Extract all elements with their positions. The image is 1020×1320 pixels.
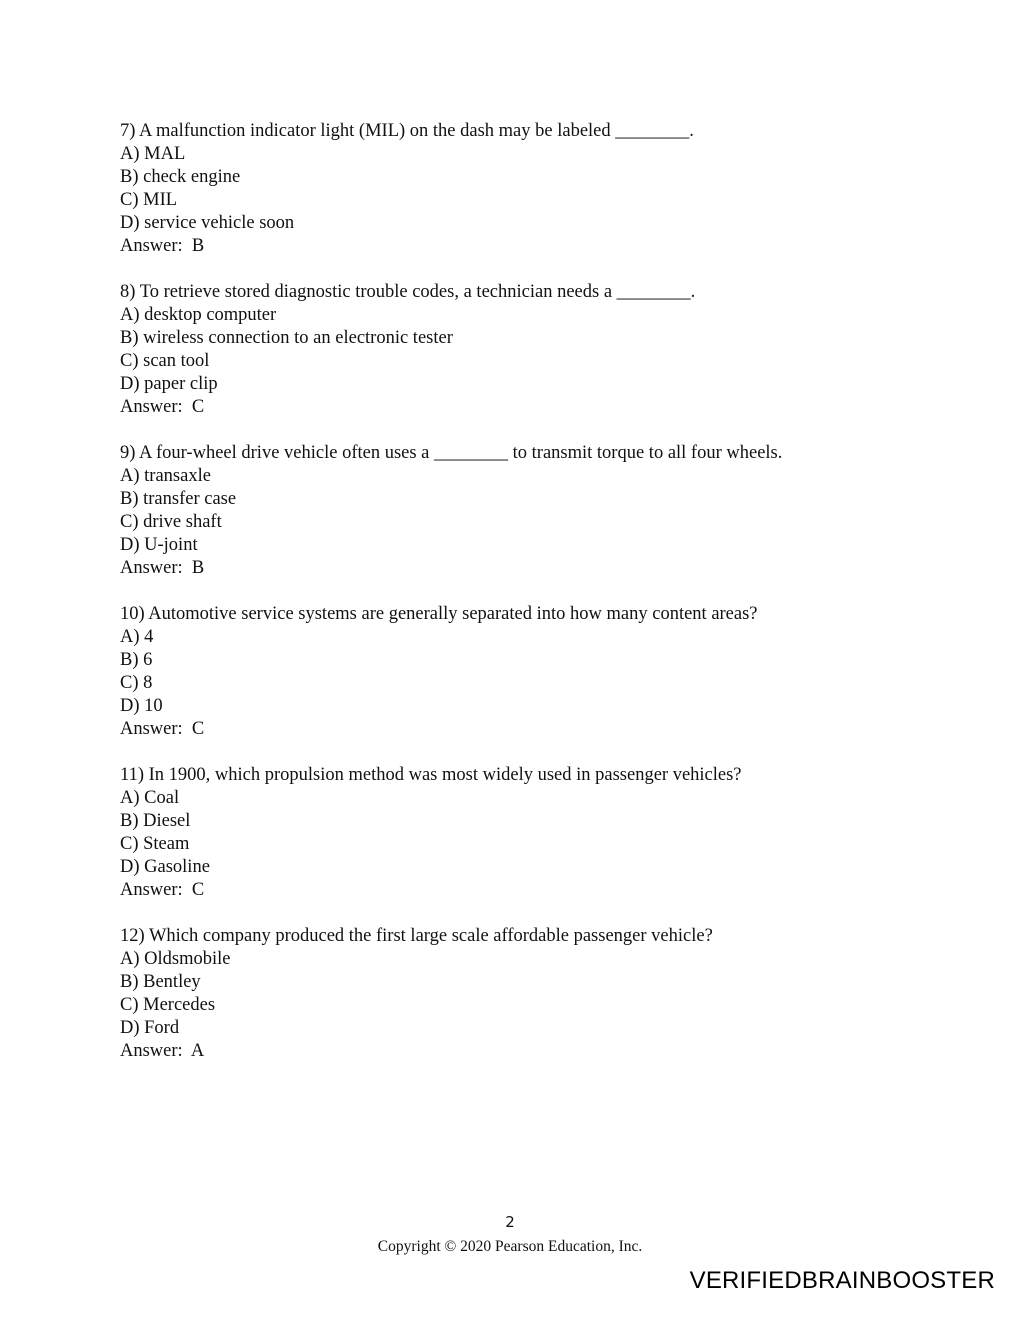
- option-c: C) Steam: [120, 834, 190, 854]
- option-c: C) MIL: [120, 190, 178, 210]
- question-7: [120, 120, 940, 258]
- watermark-text: VERIFIEDBRAINBOOSTER: [689, 1267, 995, 1294]
- option-a: A) desktop computer: [120, 305, 277, 325]
- option-c: C) Mercedes: [120, 995, 216, 1015]
- answer: Answer: A: [120, 1041, 205, 1061]
- option-a: A) Oldsmobile: [120, 949, 231, 969]
- option-d: D) service vehicle soon: [120, 213, 295, 233]
- question-stem: 11) In 1900, which propulsion method was most widely used in passenger vehicles?: [120, 765, 742, 785]
- question-stem: 7) A malfunction indicator light (MIL) on the dash may be labeled ________.: [120, 121, 694, 141]
- option-a: A) MAL: [120, 144, 186, 164]
- option-a: A) 4: [120, 627, 154, 647]
- option-d: D) Ford: [120, 1018, 180, 1038]
- option-b: B) Diesel: [120, 811, 191, 831]
- question-stem: 8) To retrieve stored diagnostic trouble codes, a technician needs a ________.: [120, 282, 696, 302]
- answer: Answer: C: [120, 397, 205, 417]
- option-d: D) U-joint: [120, 535, 198, 555]
- option-b: B) wireless connection to an electronic tester: [120, 328, 453, 348]
- answer: Answer: C: [120, 719, 205, 739]
- page-number: 2: [505, 1213, 515, 1231]
- question-11: [120, 764, 940, 902]
- option-d: D) Gasoline: [120, 857, 210, 877]
- question-8: [120, 281, 940, 419]
- option-c: C) 8: [120, 673, 153, 693]
- option-b: B) check engine: [120, 167, 241, 187]
- option-d: D) 10: [120, 696, 163, 716]
- answer: Answer: B: [120, 558, 205, 578]
- question-9: [120, 442, 940, 580]
- question-stem: 12) Which company produced the first large scale affordable passenger vehicle?: [120, 926, 713, 946]
- question-stem: 9) A four-wheel drive vehicle often uses a ________ to transmit torque to all four wheels.: [120, 443, 783, 463]
- question-stem: 10) Automotive service systems are generally separated into how many content areas?: [120, 604, 758, 624]
- answer: Answer: B: [120, 236, 205, 256]
- copyright-notice: Copyright © 2020 Pearson Education, Inc.: [377, 1238, 643, 1255]
- option-d: D) paper clip: [120, 374, 218, 394]
- option-b: B) 6: [120, 650, 153, 670]
- answer: Answer: C: [120, 880, 205, 900]
- option-b: B) transfer case: [120, 489, 237, 509]
- option-b: B) Bentley: [120, 972, 201, 992]
- question-list: [120, 120, 940, 1086]
- option-a: A) Coal: [120, 788, 180, 808]
- question-12: [120, 925, 940, 1063]
- option-c: C) drive shaft: [120, 512, 222, 532]
- option-c: C) scan tool: [120, 351, 210, 371]
- option-a: A) transaxle: [120, 466, 211, 486]
- question-10: [120, 603, 940, 741]
